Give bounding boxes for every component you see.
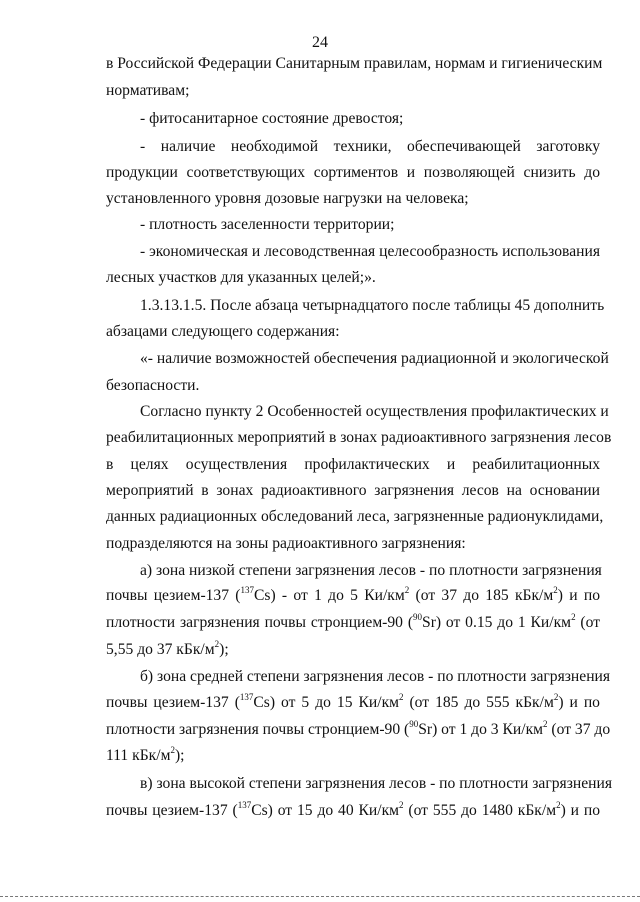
text-line: - наличие необходимой техники, обеспечивающей заготовку [140, 138, 600, 155]
text-line: а) зона низкой степени загрязнения лесов - по плотности загрязнения [140, 562, 602, 579]
text-line: почвы цезием-137 ($^{137}$Cs) от 5 до 15 $Ки/км^2$ (от 185 до 555 кБк/$м^2$) и по [106, 691, 600, 711]
text-line: б) зона средней степени загрязнения лесов - по плотности загрязнения [140, 668, 611, 685]
text-line: Согласно пункту 2 Особенностей осуществления профилактических и [140, 403, 609, 420]
text-line: плотности загрязнения почвы стронцием-90 ($^{90}$Sr) от 0.15 до 1 $Ки/км^2$ (от [106, 611, 601, 631]
text-line: в Российской Федерации Санитарным правилам, нормам и гигиеническим [106, 55, 603, 72]
text-line: - плотность заселенности территории; [140, 216, 395, 233]
text-line: «- наличие возможностей обеспечения радиационной и экологической [140, 350, 609, 367]
text-line: 5,55 до 37 кБк/$м^2$); [106, 638, 229, 658]
text-line: 111 кБк/$м^2$); [106, 744, 185, 764]
text-line: плотности загрязнения почвы стронцием-90 ($^{90}$Sr) от 1 до 3 $Ки/км^2$ (от 37 до [106, 718, 611, 738]
text-line: - экономическая и лесоводственная целесообразность использования [140, 243, 600, 260]
text-line: реабилитационных мероприятий в зонах радиоактивного загрязнения лесов [106, 429, 612, 446]
text-line: абзацами следующего содержания: [106, 323, 340, 340]
scan-edge-rule [0, 896, 640, 897]
text-line: мероприятий в зонах радиоактивного загрязнения лесов на основании [106, 482, 600, 499]
text-line: продукции соответствующих сортиментов и позволяющей снизить до [106, 164, 600, 181]
text-line: - фитосанитарное состояние древостоя; [140, 110, 404, 127]
text-line: данных радиационных обследований леса, загрязненные радионуклидами, [106, 508, 604, 525]
text-line: лесных участков для указанных целей;». [106, 269, 376, 286]
text-line: нормативам; [106, 82, 190, 99]
text-line: почвы цезием-137 ($^{137}$Cs) от 15 до 40 $Ки/км^2$ (от 555 до 1480 кБк/$м^2$) и по [106, 799, 600, 819]
text-line: подразделяются на зоны радиоактивного загрязнения: [106, 535, 466, 552]
text-line: в целях осуществления профилактических и реабилитационных [106, 456, 600, 473]
text-line: безопасности. [106, 377, 200, 394]
text-line: 1.3.13.1.5. После абзаца четырнадцатого после таблицы 45 дополнить [140, 297, 605, 314]
text-line: почвы цезием-137 ($^{137}$Cs) - от 1 до 5 $Ки/км^2$ (от 37 до 185 кБк/$м^2$) и по [106, 584, 600, 604]
text-line: в) зона высокой степени загрязнения лесов - по плотности загрязнения [140, 775, 612, 792]
text-line: установленного уровня дозовые нагрузки на человека; [106, 190, 469, 207]
page-number: 24 [312, 34, 328, 51]
